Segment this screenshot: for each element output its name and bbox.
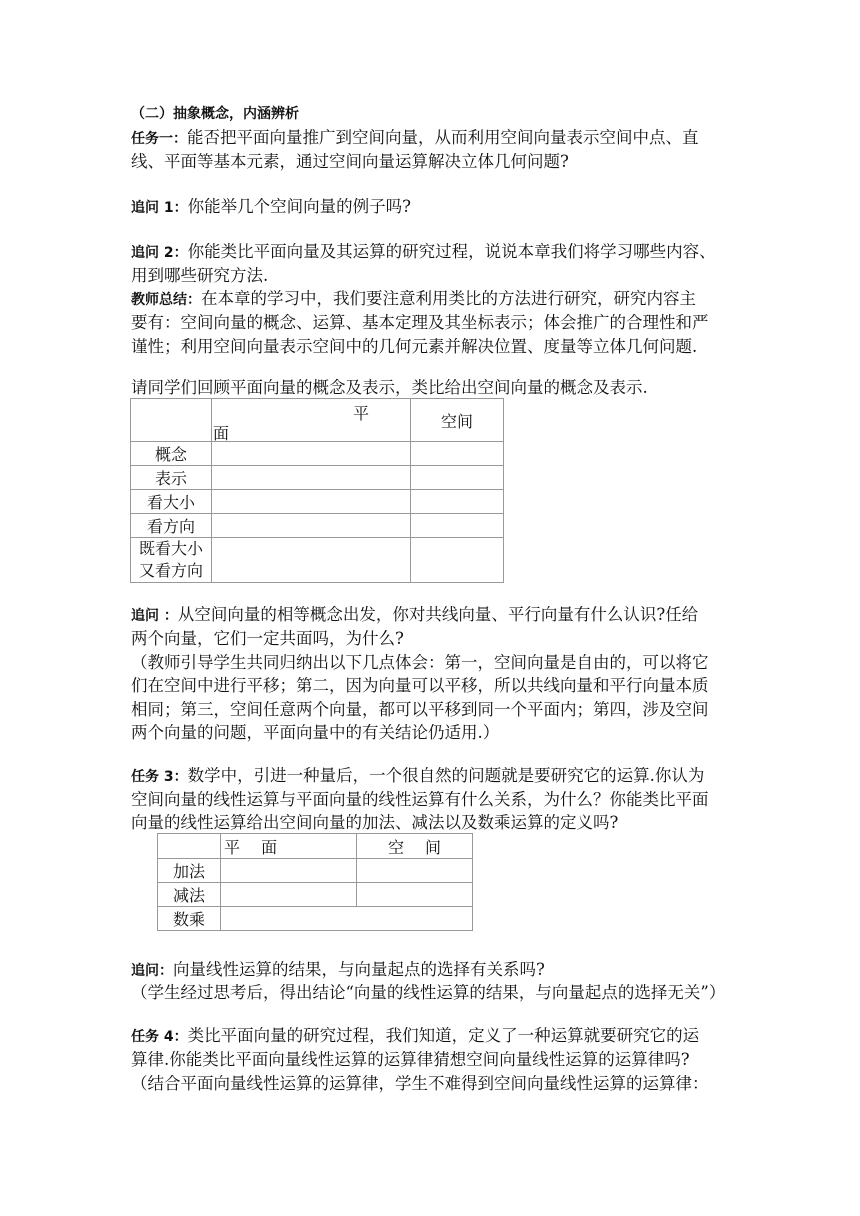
cell [411,490,504,514]
row-label: 看大小 [131,490,212,514]
followup2-line1 [131,240,716,265]
followup2-line2: 用到哪些研究方法. [131,266,269,285]
guide-line3: 相同；第三，空间任意两个向量，都可以平移到同一个平面内；第四，涉及空间 [131,700,709,719]
cell [411,538,504,583]
cell [212,538,411,583]
cell [411,514,504,538]
task1-label: 任务一： [131,131,187,147]
followup3-line2: 两个向量，它们一定共面吗，为什么? [131,629,404,648]
row-label: 加法 [158,859,221,883]
row-label-both-2: 又看方向 [138,561,203,580]
task3-line3: 向量的线性运算给出空间向量的加法、减法以及数乘运算的定义吗? [131,813,619,832]
followup3-label: 追问 ： [131,608,178,624]
task4-text1: 类比平面向量的研究过程，我们知道，定义了一种运算就要研究它的运 [187,1026,700,1045]
task3-line1 [131,764,704,789]
cell [212,490,411,514]
teacher-summary-line2: 要有：空间向量的概念、运算、基本定理及其坐标表示；体会推广的合理性和严 [131,313,709,332]
task4-line2: 算律.你能类比平面向量线性运算的运算律猜想空间向量线性运算的运算律吗? [131,1050,690,1069]
review-prompt: 请同学们回顾平面向量的概念及表示，类比给出空间向量的概念及表示. [131,378,648,397]
header-plane-top: 平 [353,404,370,423]
followup2-label: 追问 2： [131,245,188,261]
header-plane: 平 面 [221,834,357,859]
cell [411,466,504,490]
guide-line4: 两个向量的问题，平面向量中的有关结论仍适用.） [131,723,500,742]
followup4-text: 向量线性运算的结果，与向量起点的选择有关系吗? [173,960,545,979]
task3-line2: 空间向量的线性运算与平面向量的线性运算有什么关系，为什么？你能类比平面 [131,790,709,809]
header-plane-bottom: 面 [213,424,230,443]
task4-line1 [131,1024,699,1049]
concept-table [130,398,504,583]
row-label: 表示 [131,466,212,490]
header-space: 空间 [411,399,504,442]
row-label: 数乘 [158,907,221,931]
header-space: 空 间 [357,834,473,859]
student-conclusion: （学生经过思考后，得出结论“向量的线性运算的结果，与向量起点的选择无关”） [131,983,726,1002]
cell [357,859,473,883]
cell [357,883,473,907]
corner-cell [158,834,221,859]
task3-label: 任务 3： [131,769,188,785]
operations-table [157,833,473,931]
cell [212,442,411,466]
task1-text1: 能否把平面向量推广到空间向量，从而利用空间向量表示空间中点、直 [187,128,699,147]
teacher-summary-label: 教师总结： [131,292,201,308]
followup1-text: 你能举几个空间向量的例子吗? [187,197,411,216]
teacher-summary-text1: 在本章的学习中，我们要注意利用类比的方法进行研究，研究内容主 [201,289,696,308]
corner-cell [131,399,212,442]
header-plane [212,399,411,442]
followup1-label: 追问 1： [131,200,188,216]
task4-line3: （结合平面向量线性运算的运算律，学生不难得到空间向量线性运算的运算律： [131,1074,709,1093]
task4-label: 任务 4： [131,1029,188,1045]
guide-line2: 们在空间中进行平移；第二，因为向量可以平移，所以共线向量和平行向量本质 [131,676,709,695]
guide-line1: （教师引导学生共同归纳出以下几点体会：第一，空间向量是自由的，可以将它 [131,653,709,672]
followup4-label: 追问： [131,963,173,979]
followup3-text1: 从空间向量的相等概念出发，你对共线向量、平行向量有什么认识?任给 [177,605,699,624]
row-label: 看方向 [131,514,212,538]
row-label: 概念 [131,442,212,466]
followup4 [131,958,545,983]
teacher-summary-line1 [131,287,696,312]
task3-text1: 数学中，引进一种量后，一个很自然的问题就是要研究它的运算.你认为 [187,766,705,785]
followup3-line1 [131,603,698,628]
cell [221,907,473,931]
followup1 [131,195,411,220]
cell [411,442,504,466]
row-label: 减法 [158,883,221,907]
cell [221,859,357,883]
task1-line1 [131,126,699,151]
cell [221,883,357,907]
row-label-both-1: 既看大小 [138,539,203,558]
teacher-summary-line3: 谨性；利用空间向量表示空间中的几何元素并解决位置、度量等立体几何问题. [131,337,698,356]
task1-line2: 线、平面等基本元素，通过空间向量运算解决立体几何问题? [131,152,569,171]
followup2-text1: 你能类比平面向量及其运算的研究过程，说说本章我们将学习哪些内容、 [187,242,716,261]
cell [212,514,411,538]
row-label-both [131,538,212,583]
cell [212,466,411,490]
section-heading: （二）抽象概念，内涵辨析 [131,106,299,122]
